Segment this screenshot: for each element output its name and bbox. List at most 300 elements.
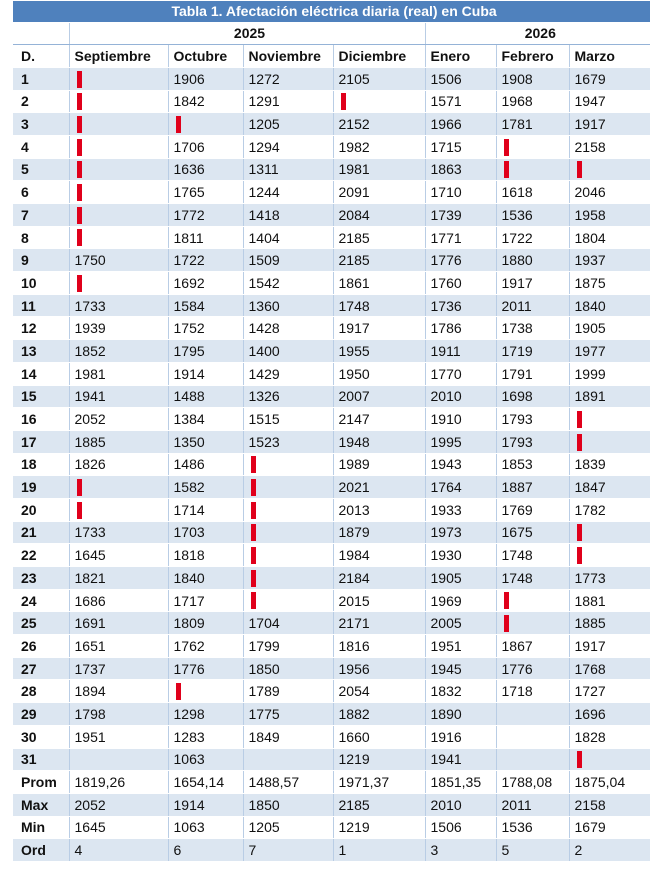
table-cell: 1832 [425,680,496,703]
table-title: Tabla 1. Afectación eléctrica diaria (real) en Cuba [13,1,650,22]
table-cell [496,748,569,771]
table-cell: 1506 [425,816,496,839]
table-cell: 2052 [69,793,168,816]
cell-marker [69,135,168,158]
year-row [13,22,650,45]
summary-row-ord [13,839,650,862]
table-cell: 1914 [168,793,243,816]
cell-marker [69,181,168,204]
row-label: 25 [13,612,69,635]
table-cell: 1914 [168,362,243,385]
red-marker [77,116,82,133]
table-cell: 1063 [168,816,243,839]
table-cell: 1719 [496,340,569,363]
table-cell: 1418 [243,204,333,227]
row-label: 8 [13,226,69,249]
table-cell: 1791 [496,362,569,385]
table-cell: 1750 [69,249,168,272]
table-cell: 1971,37 [333,771,425,794]
table-cell: 1977 [569,340,650,363]
table-row [13,589,650,612]
table-cell: 1654,14 [168,771,243,794]
table-cell: 2054 [333,680,425,703]
table-cell: 2185 [333,226,425,249]
column-header-d-: D. [13,45,69,68]
red-marker [77,161,82,178]
table-cell: 1999 [569,362,650,385]
table-cell: 1811 [168,226,243,249]
row-label: 28 [13,680,69,703]
red-marker [577,434,582,451]
table-cell: 1679 [569,816,650,839]
table-cell: 2185 [333,793,425,816]
table-cell: 1951 [69,725,168,748]
year-spacer [13,22,69,45]
summary-row-max [13,793,650,816]
table-cell: 1428 [243,317,333,340]
table-cell: 1782 [569,498,650,521]
row-label: 11 [13,294,69,317]
red-marker [577,411,582,428]
table-cell: 1737 [69,657,168,680]
cell-marker [69,204,168,227]
table-cell: 1917 [496,272,569,295]
table-cell: 2158 [569,135,650,158]
table-row [13,725,650,748]
table-cell: 1799 [243,635,333,658]
row-label: 29 [13,703,69,726]
cell-marker [69,272,168,295]
table-row [13,340,650,363]
table-cell: 1956 [333,657,425,680]
cell-marker [569,408,650,431]
column-header-diciembre: Diciembre [333,45,425,68]
table-cell: 1839 [569,453,650,476]
table-cell: 1850 [243,793,333,816]
table-row [13,317,650,340]
table-cell: 1350 [168,430,243,453]
table-cell: 1696 [569,703,650,726]
table-cell: 1816 [333,635,425,658]
table-row [13,249,650,272]
red-marker [251,456,256,473]
table-cell [496,703,569,726]
table-cell: 1804 [569,226,650,249]
table-cell: 1660 [333,725,425,748]
table-cell: 1506 [425,67,496,90]
table-cell: 1887 [496,476,569,499]
table-cell: 1523 [243,430,333,453]
table-cell: 1770 [425,362,496,385]
table-cell: 1842 [168,90,243,113]
cell-marker [496,158,569,181]
table-cell: 6 [168,839,243,862]
table-cell: 1691 [69,612,168,635]
table-row [13,544,650,567]
table-row [13,113,650,136]
table-cell: 1819,26 [69,771,168,794]
table-row [13,567,650,590]
red-marker [77,71,82,88]
table-cell: 1776 [496,657,569,680]
table-cell: 1793 [496,430,569,453]
table-cell: 2052 [69,408,168,431]
row-label: 17 [13,430,69,453]
red-marker [577,524,582,541]
table-cell: 1205 [243,816,333,839]
table-cell: 1219 [333,816,425,839]
table-cell: 1727 [569,680,650,703]
table-cell: 1880 [496,249,569,272]
table-cell: 1930 [425,544,496,567]
summary-row-min [13,816,650,839]
cell-marker [69,476,168,499]
table-row [13,748,650,771]
table-cell: 1995 [425,430,496,453]
table-cell: 2084 [333,204,425,227]
table-cell: 7 [243,839,333,862]
row-label: 23 [13,567,69,590]
table-cell: 1894 [69,680,168,703]
table-cell: 1768 [569,657,650,680]
table-cell: 1748 [496,567,569,590]
table-cell: 1536 [496,816,569,839]
cell-marker [243,589,333,612]
table-cell: 1651 [69,635,168,658]
red-marker [176,116,181,133]
column-header-noviembre: Noviembre [243,45,333,68]
table-cell: 1714 [168,498,243,521]
table-cell: 1861 [333,272,425,295]
row-label: 30 [13,725,69,748]
table-cell: 1515 [243,408,333,431]
table-cell: 1821 [69,567,168,590]
table-row [13,181,650,204]
table-row [13,635,650,658]
table-cell: 2015 [333,589,425,612]
table-cell: 1776 [425,249,496,272]
table-row [13,612,650,635]
cell-marker [496,612,569,635]
table-row [13,430,650,453]
table-row [13,226,650,249]
red-marker [504,139,509,156]
table-cell: 2005 [425,612,496,635]
table-row [13,680,650,703]
cell-marker [569,544,650,567]
row-label: Prom [13,771,69,794]
year-2025: 2025 [69,22,425,45]
table-cell: 1736 [425,294,496,317]
table-cell: 1795 [168,340,243,363]
table-cell: 1885 [569,612,650,635]
column-header-marzo: Marzo [569,45,650,68]
red-marker [77,93,82,110]
table-cell: 1789 [243,680,333,703]
table-cell: 1582 [168,476,243,499]
table-cell: 1776 [168,657,243,680]
cell-marker [69,158,168,181]
table-cell: 1294 [243,135,333,158]
table-cell: 1752 [168,317,243,340]
table-cell: 1851,35 [425,771,496,794]
red-marker [251,524,256,541]
table-cell [69,748,168,771]
table-row [13,476,650,499]
red-marker [176,683,181,700]
row-label: 10 [13,272,69,295]
table-cell: 1947 [569,90,650,113]
red-marker [504,615,509,632]
table-cell: 1698 [496,385,569,408]
table-row [13,385,650,408]
table-cell: 1840 [569,294,650,317]
column-header-enero: Enero [425,45,496,68]
cell-marker [243,544,333,567]
table-cell: 1882 [333,703,425,726]
cell-marker [243,476,333,499]
table-cell: 1773 [569,567,650,590]
row-label: 4 [13,135,69,158]
table-cell: 1722 [496,226,569,249]
table-cell: 1710 [425,181,496,204]
table-cell: 1636 [168,158,243,181]
table-cell: 2185 [333,249,425,272]
row-label: 9 [13,249,69,272]
cell-marker [496,135,569,158]
column-header-octubre: Octubre [168,45,243,68]
cell-marker [168,680,243,703]
table-cell: 1486 [168,453,243,476]
table-cell: 1733 [69,294,168,317]
cell-marker [69,498,168,521]
table-cell: 2013 [333,498,425,521]
cell-marker [569,158,650,181]
table-row [13,158,650,181]
table-cell: 2105 [333,67,425,90]
table-cell: 1793 [496,408,569,431]
table-cell: 1933 [425,498,496,521]
table-cell: 2010 [425,385,496,408]
table-cell: 1571 [425,90,496,113]
table-cell: 1969 [425,589,496,612]
table-row [13,90,650,113]
table-wrapper [13,1,650,862]
row-label: 1 [13,67,69,90]
table-cell [496,725,569,748]
table-cell: 1951 [425,635,496,658]
table-cell: 1718 [496,680,569,703]
cell-marker [569,430,650,453]
table-row [13,272,650,295]
red-marker [251,547,256,564]
table-cell: 1739 [425,204,496,227]
row-label: 24 [13,589,69,612]
table-cell: 1429 [243,362,333,385]
table-cell: 1584 [168,294,243,317]
table-cell: 1311 [243,158,333,181]
table-cell: 1715 [425,135,496,158]
table-cell: 1706 [168,135,243,158]
table-cell: 1679 [569,67,650,90]
table-cell: 1989 [333,453,425,476]
table-cell: 1916 [425,725,496,748]
table-cell: 4 [69,839,168,862]
red-marker [251,570,256,587]
red-marker [341,93,346,110]
row-label: 16 [13,408,69,431]
table-cell: 1291 [243,90,333,113]
table-cell: 1618 [496,181,569,204]
row-label: Ord [13,839,69,862]
row-label: Max [13,793,69,816]
table-cell: 1982 [333,135,425,158]
table-cell: 2010 [425,793,496,816]
column-header-febrero: Febrero [496,45,569,68]
table-cell: 1879 [333,521,425,544]
red-marker [577,547,582,564]
cell-marker [69,67,168,90]
table-cell: 1917 [333,317,425,340]
table-cell: 1852 [69,340,168,363]
table-cell: 1908 [496,67,569,90]
table-cell: 1760 [425,272,496,295]
table-cell: 2147 [333,408,425,431]
cell-marker [69,90,168,113]
row-label: 22 [13,544,69,567]
table-cell: 1968 [496,90,569,113]
table-cell: 1948 [333,430,425,453]
red-marker [77,184,82,201]
table-cell: 1905 [569,317,650,340]
table-cell: 1786 [425,317,496,340]
table-cell: 1863 [425,158,496,181]
red-marker [504,592,509,609]
table-cell: 1692 [168,272,243,295]
table-row [13,294,650,317]
table-cell: 1984 [333,544,425,567]
cell-marker [569,521,650,544]
table-cell: 1890 [425,703,496,726]
row-label: Min [13,816,69,839]
table-cell: 1722 [168,249,243,272]
table-cell: 1675 [496,521,569,544]
cell-marker [168,113,243,136]
table-row [13,703,650,726]
table-cell: 1955 [333,340,425,363]
cell-marker [496,589,569,612]
table-row [13,498,650,521]
row-label: 15 [13,385,69,408]
table-cell: 1404 [243,226,333,249]
table-cell: 1950 [333,362,425,385]
column-header-row [13,45,650,68]
table-cell: 1917 [569,113,650,136]
table-cell: 1917 [569,635,650,658]
table-cell: 1772 [168,204,243,227]
red-marker [251,479,256,496]
table-cell: 1326 [243,385,333,408]
cell-marker [243,521,333,544]
table-cell: 1219 [333,748,425,771]
table-cell: 1686 [69,589,168,612]
row-label: 12 [13,317,69,340]
row-label: 2 [13,90,69,113]
summary-row-prom [13,771,650,794]
table-cell: 2007 [333,385,425,408]
cell-marker [243,453,333,476]
table-cell: 1298 [168,703,243,726]
table-cell: 1360 [243,294,333,317]
red-marker [77,229,82,246]
table-cell: 1937 [569,249,650,272]
table-cell: 1875 [569,272,650,295]
cell-marker [243,498,333,521]
table-cell: 5 [496,839,569,862]
table-cell: 1645 [69,544,168,567]
table-cell: 1911 [425,340,496,363]
table-cell: 3 [425,839,496,862]
red-marker [77,139,82,156]
table-cell: 1828 [569,725,650,748]
table-cell: 1272 [243,67,333,90]
table-row [13,657,650,680]
red-marker [251,502,256,519]
table-cell: 1488 [168,385,243,408]
table-cell [243,748,333,771]
table-cell: 2091 [333,181,425,204]
red-marker [251,592,256,609]
red-marker [577,751,582,768]
table-cell: 1941 [69,385,168,408]
row-label: 6 [13,181,69,204]
cell-marker [69,113,168,136]
table-cell: 1881 [569,589,650,612]
table-cell: 1826 [69,453,168,476]
column-header-septiembre: Septiembre [69,45,168,68]
table-cell: 1973 [425,521,496,544]
table-cell: 1910 [425,408,496,431]
row-label: 3 [13,113,69,136]
table-cell: 1645 [69,816,168,839]
table-cell: 2011 [496,294,569,317]
table-cell: 1244 [243,181,333,204]
row-label: 19 [13,476,69,499]
table-cell: 1788,08 [496,771,569,794]
row-label: 18 [13,453,69,476]
table-cell: 1906 [168,67,243,90]
table-cell: 2021 [333,476,425,499]
row-label: 27 [13,657,69,680]
table-cell: 1941 [425,748,496,771]
table-cell: 1765 [168,181,243,204]
afectacion-table [13,1,650,862]
table-row [13,67,650,90]
table-cell: 1867 [496,635,569,658]
table-cell: 1536 [496,204,569,227]
table-cell: 1748 [333,294,425,317]
table-row [13,362,650,385]
table-cell: 1205 [243,113,333,136]
table-cell: 1981 [333,158,425,181]
table-cell: 1818 [168,544,243,567]
table-cell: 1738 [496,317,569,340]
red-marker [77,275,82,292]
table-cell: 1488,57 [243,771,333,794]
table-cell: 2152 [333,113,425,136]
table-cell: 1733 [69,521,168,544]
table-cell: 2184 [333,567,425,590]
